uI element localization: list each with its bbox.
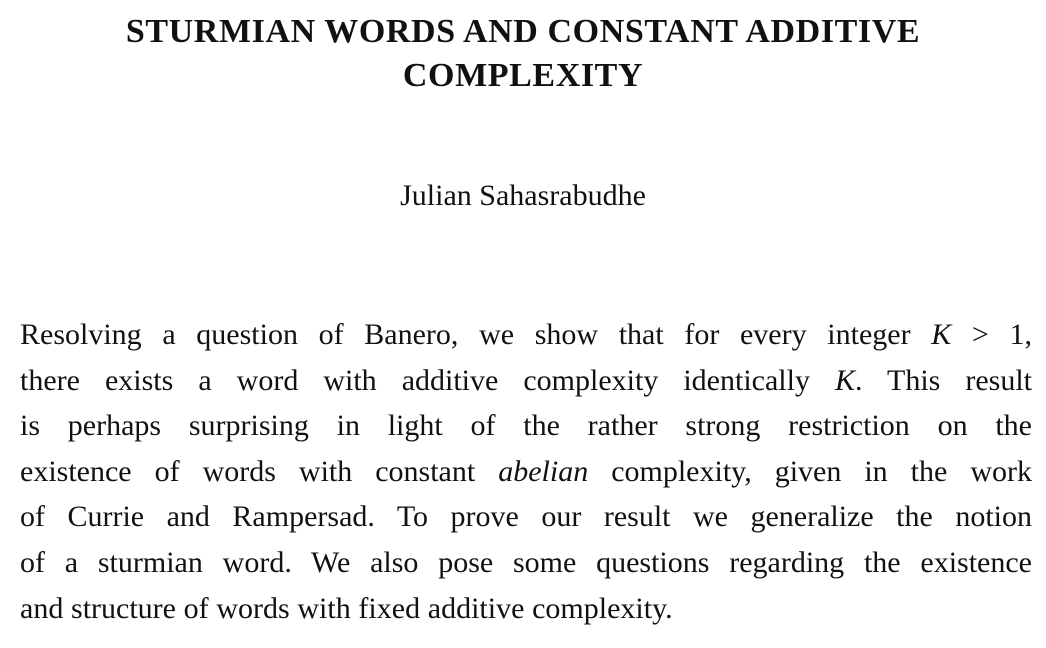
abstract-text: existence of words with constant [20,454,499,488]
abstract-text: of a sturmian word. We also pose some questions regarding the existence [20,545,1032,579]
abstract-line [20,494,1032,540]
paper-title [18,10,1028,98]
abstract-text: and structure of words with fixed additive complexity. [20,591,673,625]
abstract-line [20,358,1032,404]
math-symbol: K [835,363,856,397]
paper-author: Julian Sahasrabudhe [400,179,646,212]
paper-title-line-1: STURMIAN WORDS AND CONSTANT ADDITIVE [125,13,921,50]
abstract-text: complexity, given in the work [588,454,1032,488]
paper-abstract [20,312,1032,631]
abstract-text: > 1, [951,318,1032,351]
abstract-line [20,312,1032,358]
abstract-line [20,449,1032,495]
paper-title-line-2: COMPLEXITY [402,57,644,94]
abstract-line [20,403,1032,449]
emphasized-text: abelian [498,454,589,488]
abstract-text: of Currie and Rampersad. To prove our result we generalize the notion [20,500,1032,534]
abstract-text: Resolving a question of Banero, we show that for every integer [20,318,932,351]
abstract-line [20,586,1032,632]
abstract-text: there exists a word with additive complexity identically [20,363,835,397]
abstract-line [20,540,1032,586]
abstract-text: . This result [855,363,1032,397]
math-symbol: K [931,318,952,351]
abstract-text: is perhaps surprising in light of the rather strong restriction on the [20,409,1032,443]
